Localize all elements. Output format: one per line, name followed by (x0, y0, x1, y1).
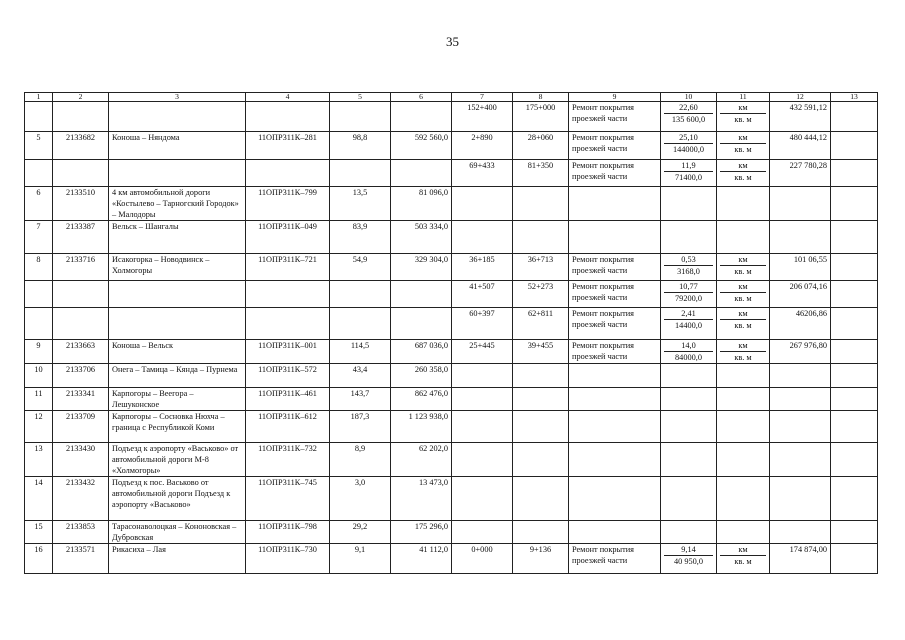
work-volume (661, 308, 717, 340)
road-name: Исакогорка – Новодвинск – Холмогоры (109, 254, 246, 281)
road-id: 2133341 (53, 388, 109, 411)
work-volume-top: 22,60 (664, 102, 713, 114)
work-cost (770, 221, 831, 254)
road-area: 862 476,0 (391, 388, 452, 411)
work-type (569, 132, 661, 160)
road-id: 2133716 (53, 254, 109, 281)
work-type-line2: проезжей части (572, 144, 628, 153)
row-number: 15 (25, 521, 53, 544)
road-area (391, 308, 452, 340)
section-start: 0+000 (452, 544, 513, 574)
work-volume-bottom: 14400,0 (675, 321, 702, 330)
work-cost: 206 074,16 (770, 281, 831, 308)
column-header: 5 (330, 93, 391, 102)
road-area (391, 102, 452, 132)
work-cost: 174 874,00 (770, 544, 831, 574)
row-number: 10 (25, 364, 53, 388)
work-unit (717, 477, 770, 521)
table-row (25, 521, 878, 544)
section-start: 2+890 (452, 132, 513, 160)
section-end (513, 221, 569, 254)
work-volume-top: 2,41 (664, 308, 713, 320)
work-unit (717, 221, 770, 254)
section-end: 175+000 (513, 102, 569, 132)
road-length: 187,3 (330, 411, 391, 443)
row-number (25, 281, 53, 308)
road-code: 11ОПР311К–798 (246, 521, 330, 544)
table-row (25, 254, 878, 281)
work-type (569, 521, 661, 544)
column-header: 9 (569, 93, 661, 102)
row-number (25, 160, 53, 187)
work-unit (717, 340, 770, 364)
work-volume-bottom: 71400,0 (675, 173, 702, 182)
work-cost: 432 591,12 (770, 102, 831, 132)
work-type (569, 544, 661, 574)
road-code (246, 281, 330, 308)
section-start (452, 388, 513, 411)
work-type-line2: проезжей части (572, 172, 628, 181)
road-name: Онега – Тамица – Кянда – Пурнема (109, 364, 246, 388)
work-volume (661, 477, 717, 521)
table-row (25, 443, 878, 477)
column-number-row (25, 93, 878, 102)
column-header: 11 (717, 93, 770, 102)
row-number: 8 (25, 254, 53, 281)
section-end (513, 477, 569, 521)
work-type-line1: Ремонт покрытия (572, 545, 634, 554)
work-type (569, 254, 661, 281)
work-unit (717, 388, 770, 411)
row-number: 13 (25, 443, 53, 477)
work-unit-bottom: кв. м (734, 145, 752, 154)
road-code: 11ОПР311К–732 (246, 443, 330, 477)
road-area (391, 281, 452, 308)
work-volume-top: 9,14 (664, 544, 713, 556)
road-code: 11ОПР311К–461 (246, 388, 330, 411)
column-header: 13 (831, 93, 878, 102)
road-area (391, 160, 452, 187)
work-volume-bottom: 3168,0 (677, 267, 700, 276)
column-header: 2 (53, 93, 109, 102)
section-start (452, 364, 513, 388)
section-end (513, 364, 569, 388)
column-header: 8 (513, 93, 569, 102)
work-type-line2: проезжей части (572, 556, 628, 565)
road-name (109, 160, 246, 187)
section-start: 60+397 (452, 308, 513, 340)
road-code: 11ОПР311К–745 (246, 477, 330, 521)
work-unit-bottom: кв. м (734, 267, 752, 276)
section-end (513, 443, 569, 477)
section-end: 28+060 (513, 132, 569, 160)
road-length (330, 281, 391, 308)
work-cost: 267 976,80 (770, 340, 831, 364)
row-number: 6 (25, 187, 53, 221)
work-unit (717, 160, 770, 187)
work-volume (661, 132, 717, 160)
work-volume-top: 25,10 (664, 132, 713, 144)
road-id: 2133571 (53, 544, 109, 574)
table-row (25, 477, 878, 521)
road-id (53, 308, 109, 340)
road-name: 4 км автомобильной дороги «Костылево – Тарногский Городок» – Малодоры (109, 187, 246, 221)
work-unit (717, 281, 770, 308)
work-unit-top: км (720, 102, 766, 114)
work-volume-bottom: 79200,0 (675, 294, 702, 303)
table-row (25, 160, 878, 187)
work-type-line1: Ремонт покрытия (572, 341, 634, 350)
work-cost (770, 187, 831, 221)
row-number: 5 (25, 132, 53, 160)
road-length: 143,7 (330, 388, 391, 411)
work-type (569, 221, 661, 254)
work-unit (717, 187, 770, 221)
note (831, 364, 878, 388)
road-area: 260 358,0 (391, 364, 452, 388)
row-number: 12 (25, 411, 53, 443)
note (831, 132, 878, 160)
table-row (25, 102, 878, 132)
table-row (25, 544, 878, 574)
road-code: 11ОПР311К–049 (246, 221, 330, 254)
work-volume-top: 10,77 (664, 281, 713, 293)
note (831, 187, 878, 221)
work-type-line1: Ремонт покрытия (572, 282, 634, 291)
work-unit-top: км (720, 132, 766, 144)
section-end: 52+273 (513, 281, 569, 308)
road-code: 11ОПР311К–572 (246, 364, 330, 388)
work-type-line1: Ремонт покрытия (572, 161, 634, 170)
road-length: 9,1 (330, 544, 391, 574)
table-row (25, 340, 878, 364)
work-type (569, 281, 661, 308)
row-number: 7 (25, 221, 53, 254)
row-number: 14 (25, 477, 53, 521)
work-type-line1: Ремонт покрытия (572, 103, 634, 112)
section-start: 152+400 (452, 102, 513, 132)
road-name: Карпогоры – Сосновка Нюхча – граница с Республикой Коми (109, 411, 246, 443)
column-header: 3 (109, 93, 246, 102)
work-unit (717, 308, 770, 340)
road-name: Коноша – Няндома (109, 132, 246, 160)
note (831, 160, 878, 187)
work-cost: 101 06,55 (770, 254, 831, 281)
road-name (109, 308, 246, 340)
row-number: 16 (25, 544, 53, 574)
work-unit-top: км (720, 308, 766, 320)
work-unit-bottom: кв. м (734, 353, 752, 362)
work-type-line2: проезжей части (572, 114, 628, 123)
road-length: 29,2 (330, 521, 391, 544)
work-type (569, 102, 661, 132)
road-id (53, 281, 109, 308)
road-area: 175 296,0 (391, 521, 452, 544)
road-name: Коноша – Вельск (109, 340, 246, 364)
work-unit-top: км (720, 160, 766, 172)
work-cost (770, 521, 831, 544)
work-cost (770, 411, 831, 443)
work-type-line2: проезжей части (572, 266, 628, 275)
section-end (513, 521, 569, 544)
work-volume (661, 160, 717, 187)
work-cost: 227 780,28 (770, 160, 831, 187)
work-volume (661, 521, 717, 544)
road-area: 592 560,0 (391, 132, 452, 160)
road-length: 43,4 (330, 364, 391, 388)
work-volume (661, 281, 717, 308)
road-area: 62 202,0 (391, 443, 452, 477)
road-id: 2133706 (53, 364, 109, 388)
note (831, 254, 878, 281)
section-start: 25+445 (452, 340, 513, 364)
work-unit-top: км (720, 340, 766, 352)
road-name: Рикасиха – Лая (109, 544, 246, 574)
row-number: 9 (25, 340, 53, 364)
note (831, 477, 878, 521)
row-number (25, 308, 53, 340)
work-unit (717, 443, 770, 477)
work-volume-bottom: 84000,0 (675, 353, 702, 362)
work-unit-top: км (720, 254, 766, 266)
work-unit-bottom: кв. м (734, 557, 752, 566)
work-unit-bottom: кв. м (734, 294, 752, 303)
work-volume-top: 0,53 (664, 254, 713, 266)
road-name: Вельск – Шангалы (109, 221, 246, 254)
section-start: 36+185 (452, 254, 513, 281)
work-volume (661, 544, 717, 574)
work-cost: 46206,86 (770, 308, 831, 340)
note (831, 388, 878, 411)
work-type-line2: проезжей части (572, 320, 628, 329)
work-cost (770, 477, 831, 521)
work-volume (661, 364, 717, 388)
road-name: Подъезд к пос. Васьково от автомобильной дороги Подъезд к аэропорту «Васьково» (109, 477, 246, 521)
work-unit (717, 411, 770, 443)
road-id: 2133663 (53, 340, 109, 364)
work-type (569, 364, 661, 388)
note (831, 544, 878, 574)
section-start: 41+507 (452, 281, 513, 308)
work-unit (717, 132, 770, 160)
road-length (330, 102, 391, 132)
work-volume (661, 443, 717, 477)
work-volume (661, 187, 717, 221)
road-name (109, 102, 246, 132)
road-id: 2133682 (53, 132, 109, 160)
work-unit-top: км (720, 544, 766, 556)
work-type (569, 340, 661, 364)
section-end (513, 388, 569, 411)
column-header: 1 (25, 93, 53, 102)
road-area: 329 304,0 (391, 254, 452, 281)
road-code (246, 308, 330, 340)
road-length (330, 160, 391, 187)
note (831, 281, 878, 308)
work-unit (717, 364, 770, 388)
table-row (25, 187, 878, 221)
road-code (246, 160, 330, 187)
road-name: Подъезд к аэропорту «Васьково» от автомобильной дороги М-8 «Холмогоры» (109, 443, 246, 477)
note (831, 521, 878, 544)
work-type (569, 160, 661, 187)
work-type (569, 187, 661, 221)
work-volume (661, 388, 717, 411)
work-volume-bottom: 135 600,0 (671, 115, 706, 124)
work-type (569, 477, 661, 521)
road-id: 2133430 (53, 443, 109, 477)
column-header: 4 (246, 93, 330, 102)
work-cost (770, 443, 831, 477)
road-name (109, 281, 246, 308)
work-unit-top: км (720, 281, 766, 293)
work-volume (661, 254, 717, 281)
section-end (513, 411, 569, 443)
table-row (25, 411, 878, 443)
section-end: 9+136 (513, 544, 569, 574)
note (831, 411, 878, 443)
road-name: Карпогоры – Веегора – Лешуконское (109, 388, 246, 411)
road-id: 2133709 (53, 411, 109, 443)
road-id: 2133510 (53, 187, 109, 221)
work-volume (661, 340, 717, 364)
road-area: 41 112,0 (391, 544, 452, 574)
road-name: Тарасонаволоцкая – Кононовская – Дубровская (109, 521, 246, 544)
table-row (25, 308, 878, 340)
work-type-line2: проезжей части (572, 352, 628, 361)
road-length: 13,5 (330, 187, 391, 221)
work-volume-top: 14,0 (664, 340, 713, 352)
road-code: 11ОПР311К–281 (246, 132, 330, 160)
note (831, 221, 878, 254)
section-end: 81+350 (513, 160, 569, 187)
road-length: 8,9 (330, 443, 391, 477)
work-cost (770, 388, 831, 411)
table-row (25, 364, 878, 388)
column-header: 6 (391, 93, 452, 102)
section-end: 36+713 (513, 254, 569, 281)
section-end: 62+811 (513, 308, 569, 340)
road-code: 11ОПР311К–721 (246, 254, 330, 281)
work-unit (717, 521, 770, 544)
road-area: 13 473,0 (391, 477, 452, 521)
work-volume (661, 411, 717, 443)
work-volume (661, 221, 717, 254)
road-length: 3,0 (330, 477, 391, 521)
road-repair-table (24, 92, 878, 574)
table-row (25, 388, 878, 411)
road-length: 98,8 (330, 132, 391, 160)
work-unit-bottom: кв. м (734, 321, 752, 330)
work-volume-bottom: 40 950,0 (673, 557, 704, 566)
section-start (452, 477, 513, 521)
note (831, 308, 878, 340)
section-start (452, 521, 513, 544)
road-id (53, 102, 109, 132)
section-start (452, 411, 513, 443)
road-length: 83,9 (330, 221, 391, 254)
work-volume-top: 11,9 (664, 160, 713, 172)
work-volume (661, 102, 717, 132)
road-code (246, 102, 330, 132)
row-number (25, 102, 53, 132)
work-type-line1: Ремонт покрытия (572, 133, 634, 142)
road-length (330, 308, 391, 340)
work-unit (717, 544, 770, 574)
work-type (569, 443, 661, 477)
road-area: 687 036,0 (391, 340, 452, 364)
work-type-line1: Ремонт покрытия (572, 309, 634, 318)
section-end: 39+455 (513, 340, 569, 364)
road-length: 114,5 (330, 340, 391, 364)
road-length: 54,9 (330, 254, 391, 281)
work-type (569, 388, 661, 411)
road-code: 11ОПР311К–799 (246, 187, 330, 221)
note (831, 443, 878, 477)
road-id: 2133853 (53, 521, 109, 544)
road-area: 81 096,0 (391, 187, 452, 221)
work-unit-bottom: кв. м (734, 173, 752, 182)
road-id: 2133387 (53, 221, 109, 254)
road-area: 503 334,0 (391, 221, 452, 254)
column-header: 10 (661, 93, 717, 102)
road-id (53, 160, 109, 187)
page-number: 35 (446, 34, 459, 49)
work-volume-bottom: 144000,0 (672, 145, 705, 154)
section-start: 69+433 (452, 160, 513, 187)
road-code: 11ОПР311К–001 (246, 340, 330, 364)
note (831, 102, 878, 132)
work-type-line1: Ремонт покрытия (572, 255, 634, 264)
section-end (513, 187, 569, 221)
work-unit (717, 102, 770, 132)
column-header: 7 (452, 93, 513, 102)
road-id: 2133432 (53, 477, 109, 521)
table-row (25, 281, 878, 308)
work-unit-bottom: кв. м (734, 115, 752, 124)
column-header: 12 (770, 93, 831, 102)
section-start (452, 187, 513, 221)
work-unit (717, 254, 770, 281)
work-cost (770, 364, 831, 388)
section-start (452, 221, 513, 254)
note (831, 340, 878, 364)
section-start (452, 443, 513, 477)
road-area: 1 123 938,0 (391, 411, 452, 443)
row-number: 11 (25, 388, 53, 411)
road-code: 11ОПР311К–612 (246, 411, 330, 443)
table-row (25, 132, 878, 160)
road-code: 11ОПР311К–730 (246, 544, 330, 574)
table-row (25, 221, 878, 254)
work-type (569, 411, 661, 443)
work-type-line2: проезжей части (572, 293, 628, 302)
work-cost: 480 444,12 (770, 132, 831, 160)
work-type (569, 308, 661, 340)
